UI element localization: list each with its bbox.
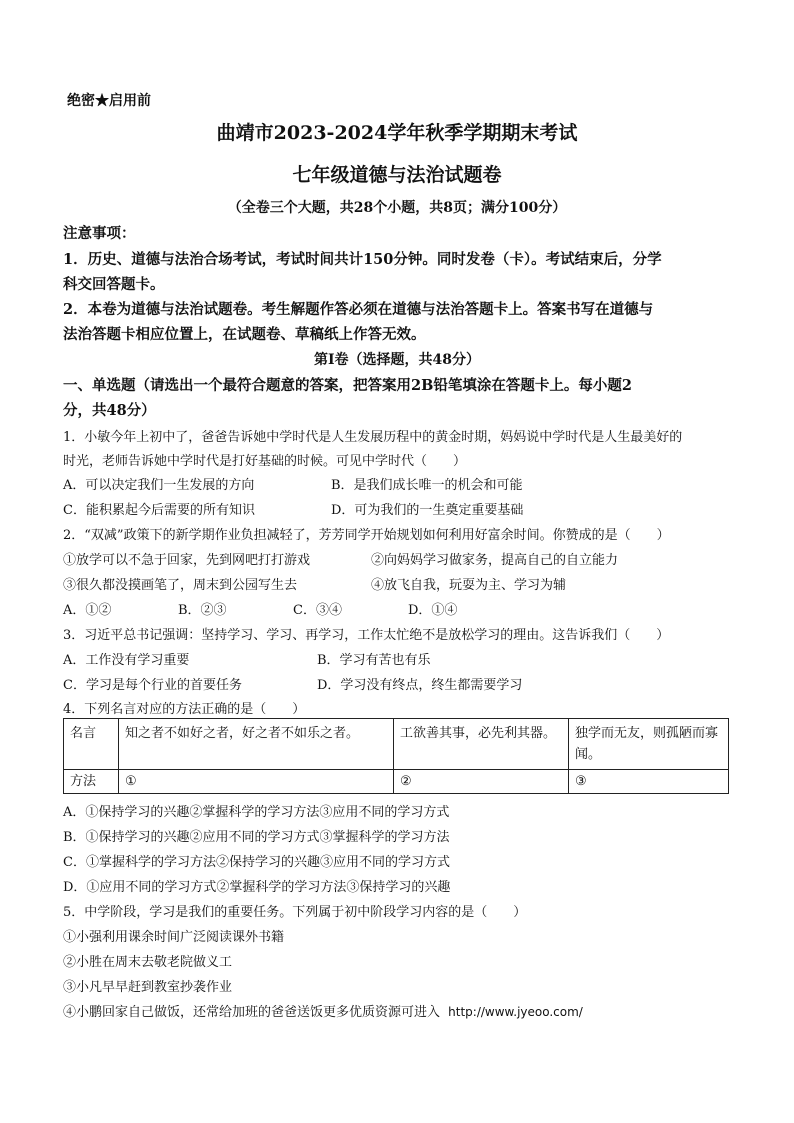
secret-mark: 绝密★启用前 xyxy=(67,93,151,109)
q2-statement-1: ①放学可以不急于回家，先到网吧打打游戏 xyxy=(63,553,311,568)
q2-option-b: B．②③ xyxy=(178,603,227,618)
q2-statement-4: ④放飞自我，玩耍为主、学习为辅 xyxy=(371,578,567,593)
q3-option-a: A．工作没有学习重要 xyxy=(63,653,190,668)
method-2: ② xyxy=(394,770,569,794)
exam-title: 曲靖市2023-2024学年秋季学期期末考试 xyxy=(216,122,578,144)
q1-option-d: D．可为我们的一生奠定重要基础 xyxy=(331,503,524,518)
q5-statement-2: ②小胜在周末去敬老院做义工 xyxy=(63,955,233,970)
q1-option-b: B．是我们成长唯一的机会和可能 xyxy=(331,478,523,493)
q3-option-c: C．学习是每个行业的首要任务 xyxy=(63,678,242,693)
q3-stem: 3．习近平总书记强调：坚持学习、学习、再学习，工作太忙绝不是放松学习的理由。这告诉我们（ ） xyxy=(63,628,670,643)
notes-item2-line1: 2．本卷为道德与法治试题卷。考生解题作答必须在道德与法治答题卡上。答案书写在道德与 xyxy=(63,301,654,318)
q4-stem: 4．下列名言对应的方法正确的是（ ） xyxy=(63,702,306,717)
exam-subject-title: 七年级道德与法治试题卷 xyxy=(292,164,502,186)
q5-statement-3: ③小凡早早赶到教室抄袭作业 xyxy=(63,980,233,995)
quote-1: 知之者不如好之者，好之者不如乐之者。 xyxy=(119,719,394,770)
q1-stem-line2: 时光，老师告诉她中学时代是打好基础的时候。可见中学时代（ ） xyxy=(63,454,467,469)
section-instruction-line1: 一、单选题（请选出一个最符合题意的答案，把答案用2B铅笔填涂在答题卡上。每小题2 xyxy=(63,377,632,394)
q2-statement-2: ②向妈妈学习做家务，提高自己的自立能力 xyxy=(371,553,619,568)
quote-2: 工欲善其事，必先利其器。 xyxy=(394,719,569,770)
q2-option-d: D．①④ xyxy=(408,603,458,618)
q3-option-d: D．学习没有终点，终生都需要学习 xyxy=(317,678,523,693)
q4-quote-table xyxy=(63,718,729,794)
resource-link[interactable]: http://www.jyeoo.com/ xyxy=(448,1005,583,1019)
method-1: ① xyxy=(119,770,394,794)
table-row xyxy=(64,770,729,794)
notes-item1-line2: 科交回答题卡。 xyxy=(63,276,165,293)
q4-option-b: B．①保持学习的兴趣②应用不同的学习方式③掌握科学的学习方法 xyxy=(63,830,450,845)
q5-stem: 5．中学阶段，学习是我们的重要任务。下列属于初中阶段学习内容的是（ ） xyxy=(63,905,527,920)
notes-heading: 注意事项： xyxy=(63,225,136,242)
q1-option-c: C．能积累起今后需要的所有知识 xyxy=(63,503,255,518)
notes-item2-line2: 法治答题卡相应位置上，在试题卷、草稿纸上作答无效。 xyxy=(63,326,426,343)
q4-option-a: A．①保持学习的兴趣②掌握科学的学习方法③应用不同的学习方式 xyxy=(63,805,450,820)
q3-option-b: B．学习有苦也有乐 xyxy=(317,653,431,668)
q2-option-c: C．③④ xyxy=(293,603,342,618)
section-instruction-line2: 分，共48分） xyxy=(63,402,156,419)
q5-statement-1: ①小强利用课余时间广泛阅读课外书籍 xyxy=(63,930,285,945)
section-heading: 第Ⅰ卷（选择题，共48分） xyxy=(313,352,481,368)
quote-3-line2: 闻。 xyxy=(575,747,602,762)
q2-statement-3: ③很久都没摸画笔了，周末到公园写生去 xyxy=(63,578,298,593)
table-row xyxy=(64,719,729,770)
table-header-quote: 名言 xyxy=(64,719,119,770)
q2-option-a: A．①② xyxy=(63,603,112,618)
q1-option-a: A．可以决定我们一生发展的方向 xyxy=(63,478,255,493)
q5-statement-4 xyxy=(63,1001,583,1020)
q5-statement-4-text: ④小鹏回家自己做饭，还常给加班的爸爸送饭更多优质资源可进入 xyxy=(63,1005,441,1020)
quote-3 xyxy=(569,719,729,770)
quote-3-line1: 独学而无友，则孤陋而寡 xyxy=(575,726,719,741)
table-header-method: 方法 xyxy=(64,770,119,794)
method-3: ③ xyxy=(569,770,729,794)
exam-subtitle: （全卷三个大题，共28个小题，共8页；满分100分） xyxy=(227,200,567,216)
q1-stem-line1: 1．小敏今年上初中了，爸爸告诉她中学时代是人生发展历程中的黄金时期，妈妈说中学时代是人生最美好的 xyxy=(63,430,683,445)
q4-option-c: C．①掌握科学的学习方法②保持学习的兴趣③应用不同的学习方式 xyxy=(63,855,450,870)
q4-option-d: D．①应用不同的学习方式②掌握科学的学习方法③保持学习的兴趣 xyxy=(63,880,451,895)
notes-item1-line1: 1．历史、道德与法治合场考试，考试时间共计150分钟。同时发卷（卡）。考试结束后，分学 xyxy=(63,251,662,268)
q2-stem: 2．“双减”政策下的新学期作业负担减轻了，芳芳同学开始规划如何利用好富余时间。你赞成的是（ ） xyxy=(63,528,670,543)
